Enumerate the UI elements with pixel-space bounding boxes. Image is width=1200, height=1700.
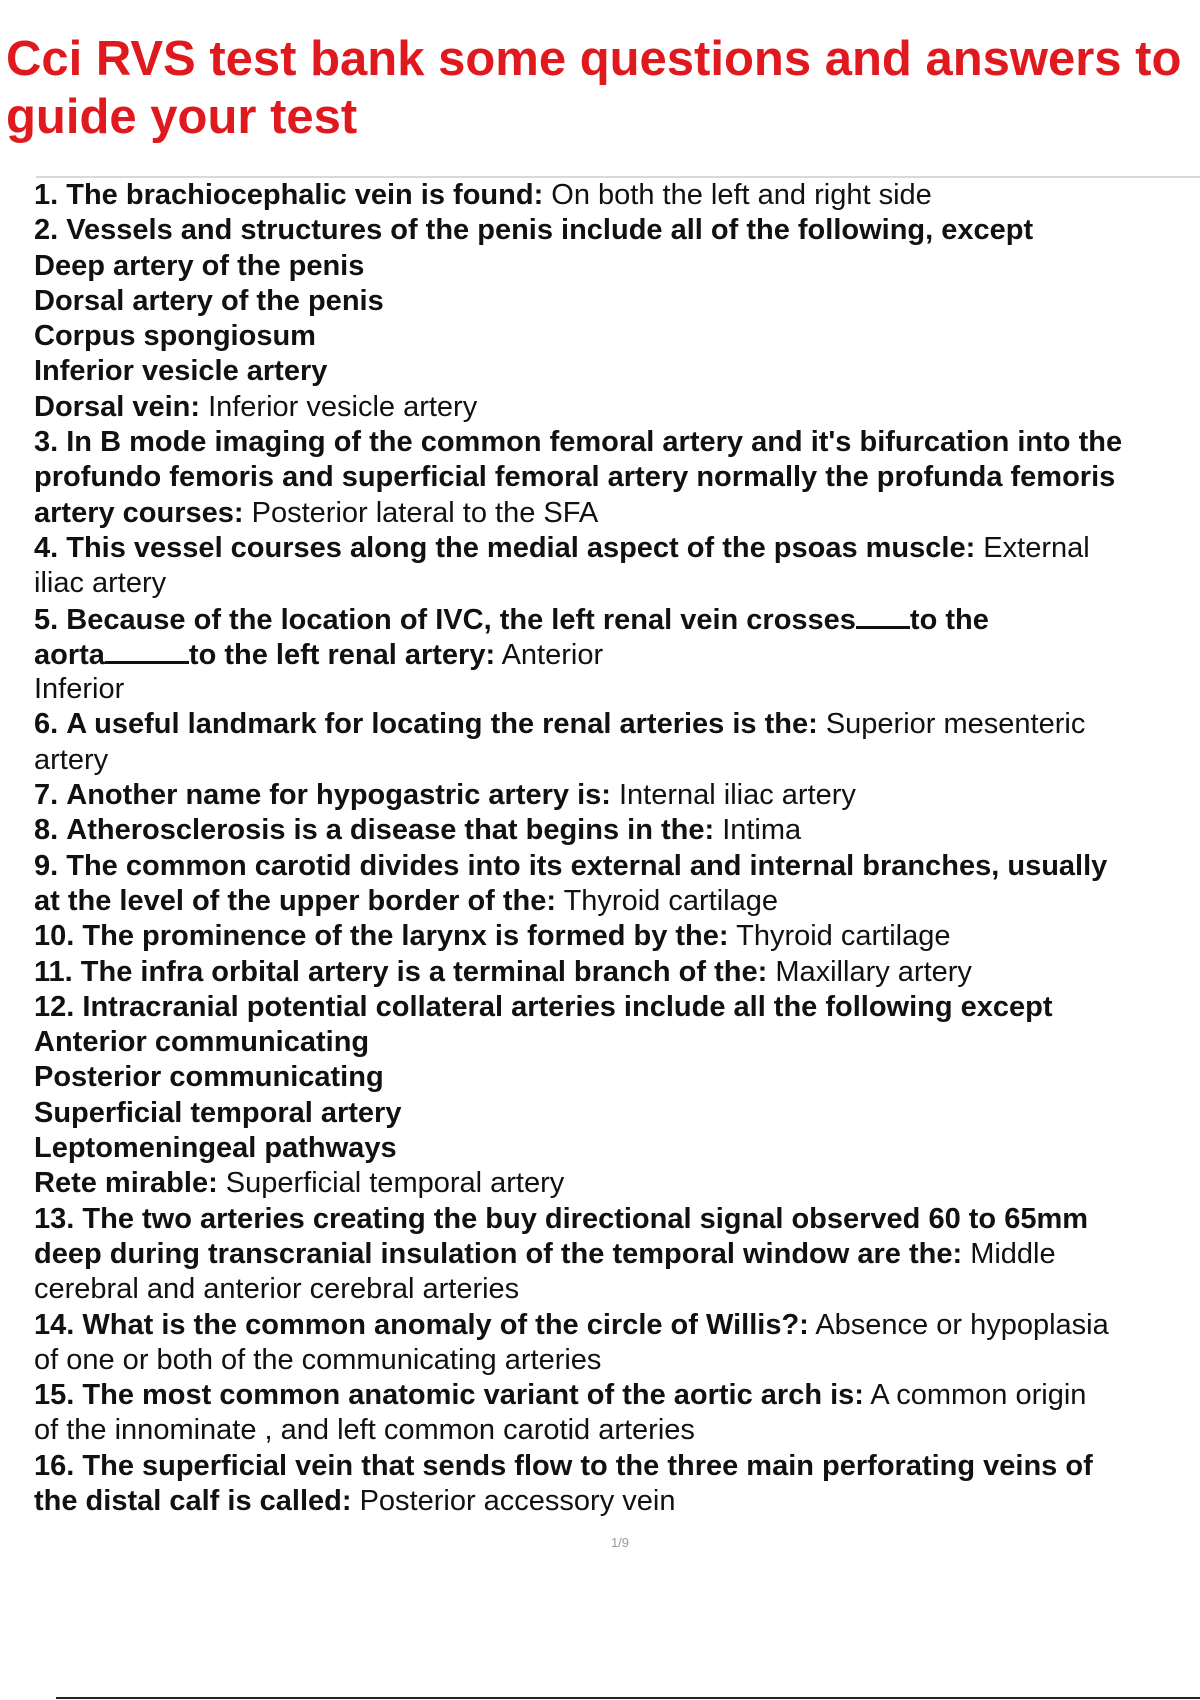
question-text: The brachiocephalic vein is found: [66, 179, 544, 211]
answer-text: Middle [970, 1237, 1056, 1270]
question-continuation: artery courses: Posterior lateral to the SFA [34, 496, 599, 529]
footer-divider [56, 1697, 1200, 1699]
list-item [34, 1449, 1200, 1484]
question-text: The most common anatomic variant of the aortic arch is: [82, 1379, 864, 1412]
list-item [34, 849, 1200, 884]
answer-continuation: cerebral and anterior cerebral arteries [34, 1273, 520, 1306]
page-number: 1/9 [610, 1535, 630, 1550]
question-number: 2. [34, 214, 59, 247]
answer-text: Posterior lateral to the SFA [251, 496, 599, 529]
question-text: Because of the location of IVC, the left renal vein crosses [66, 603, 856, 636]
question-continuation: at the level of the upper border of the: Thyroid cartilage [34, 884, 778, 917]
question-number: 1. [34, 179, 59, 211]
list-item [34, 178, 1200, 213]
question-text: The infra orbital artery is a terminal branch of the: [80, 955, 768, 988]
question-number: 12. [34, 990, 75, 1023]
list-item [34, 1378, 1200, 1413]
question-number: 3. [34, 426, 59, 459]
question-number: 11. [34, 955, 73, 988]
answer-option: Superficial temporal artery [34, 1096, 402, 1129]
answer-option: Rete mirable: Superficial temporal artery [34, 1167, 565, 1200]
question-text: The common carotid divides into its external and internal branches, usually [66, 849, 1108, 882]
answer-text: Thyroid cartilage [563, 884, 778, 917]
answer-option: Posterior communicating [34, 1061, 384, 1094]
list-item [34, 1308, 1200, 1343]
question-text: Vessels and structures of the penis include all of the following, except [66, 214, 1034, 247]
fill-in-blank [105, 637, 189, 664]
question-number: 8. [34, 814, 59, 847]
answer-text: Absence or hypoplasia [815, 1308, 1109, 1341]
question-continuation: the distal calf is called: Posterior accessory vein [34, 1484, 676, 1517]
question-continuation: deep during transcranial insulation of the temporal window are the: Middle [34, 1237, 1056, 1270]
answer-text: Superior mesenteric [825, 708, 1086, 741]
answer-option: Leptomeningeal pathways [34, 1132, 397, 1165]
list-item: 5. Because of the location of IVC, the left renal vein crosses to the [34, 603, 989, 636]
answer-text: On both the left and right side [551, 179, 932, 211]
question-number: 16. [34, 1449, 75, 1482]
list-item [34, 813, 1200, 848]
answer-option: Corpus spongiosum [34, 320, 316, 353]
answer-option: Anterior communicating [34, 1026, 370, 1059]
list-item [34, 778, 1200, 813]
question-continuation: aorta to the left renal artery: Anterior [34, 638, 604, 671]
answer-continuation: artery [34, 743, 109, 776]
question-text: Another name for hypogastric artery is: [66, 779, 611, 812]
question-text: Atherosclerosis is a disease that begins in the: [66, 814, 715, 847]
question-number: 7. [34, 779, 59, 812]
fill-in-blank [856, 602, 910, 629]
question-number: 10. [34, 920, 75, 953]
list-item [34, 707, 1200, 742]
question-text: This vessel courses along the medial aspect of the psoas muscle: [66, 531, 976, 564]
answer-continuation: iliac artery [34, 567, 167, 600]
answer-option: Dorsal vein: Inferior vesicle artery [34, 390, 478, 423]
list-item [34, 425, 1200, 460]
list-item [34, 1202, 1200, 1237]
answer-option: Deep artery of the penis [34, 249, 365, 282]
answer-continuation: Inferior [34, 673, 125, 706]
question-text: What is the common anomaly of the circle of Willis?: [82, 1308, 809, 1341]
question-number: 4. [34, 531, 59, 564]
answer-text: Thyroid cartilage [736, 920, 951, 953]
question-text: A useful landmark for locating the renal arteries is the: [66, 708, 818, 741]
answer-text: Inferior vesicle artery [208, 390, 478, 423]
question-text: The prominence of the larynx is formed by the: [82, 920, 729, 953]
question-text: Intracranial potential collateral arteries include all the following except [82, 990, 1053, 1023]
question-number: 15. [34, 1379, 75, 1412]
list-item [34, 531, 1200, 566]
answer-text: Intima [722, 814, 802, 847]
question-continuation: profundo femoris and superficial femoral artery normally the profunda femoris [34, 461, 1116, 494]
list-item [34, 213, 1200, 248]
answer-option: Dorsal artery of the penis [34, 284, 384, 317]
answer-text: Maxillary artery [775, 955, 972, 988]
list-item [34, 990, 1200, 1025]
question-number: 13. [34, 1202, 75, 1235]
list-item [34, 955, 1200, 990]
list-item [34, 919, 1200, 954]
answer-text: Posterior accessory vein [359, 1484, 676, 1517]
question-number: 6. [34, 708, 59, 741]
document-title: Cci RVS test bank some questions and answers to guide your test [6, 32, 1182, 144]
question-text: The two arteries creating the buy directional signal observed 60 to 65mm [82, 1202, 1089, 1235]
answer-text: A common origin [870, 1379, 1087, 1412]
answer-text: Anterior [501, 638, 604, 671]
answer-text: Internal iliac artery [619, 779, 856, 812]
answer-continuation: of one or both of the communicating arteries [34, 1343, 602, 1376]
answer-continuation: of the innominate , and left common carotid arteries [34, 1414, 695, 1447]
question-number: 9. [34, 849, 59, 882]
question-text: The superficial vein that sends flow to the three main perforating veins of [82, 1449, 1093, 1482]
question-text: In B mode imaging of the common femoral artery and it's bifurcation into the [66, 426, 1123, 459]
answer-text: Superficial temporal artery [225, 1167, 565, 1200]
answer-text: External [983, 531, 1090, 564]
question-number: 14. [34, 1308, 75, 1341]
answer-option: Inferior vesicle artery [34, 355, 328, 388]
question-list [34, 178, 1200, 1519]
question-number: 5. [34, 603, 59, 636]
